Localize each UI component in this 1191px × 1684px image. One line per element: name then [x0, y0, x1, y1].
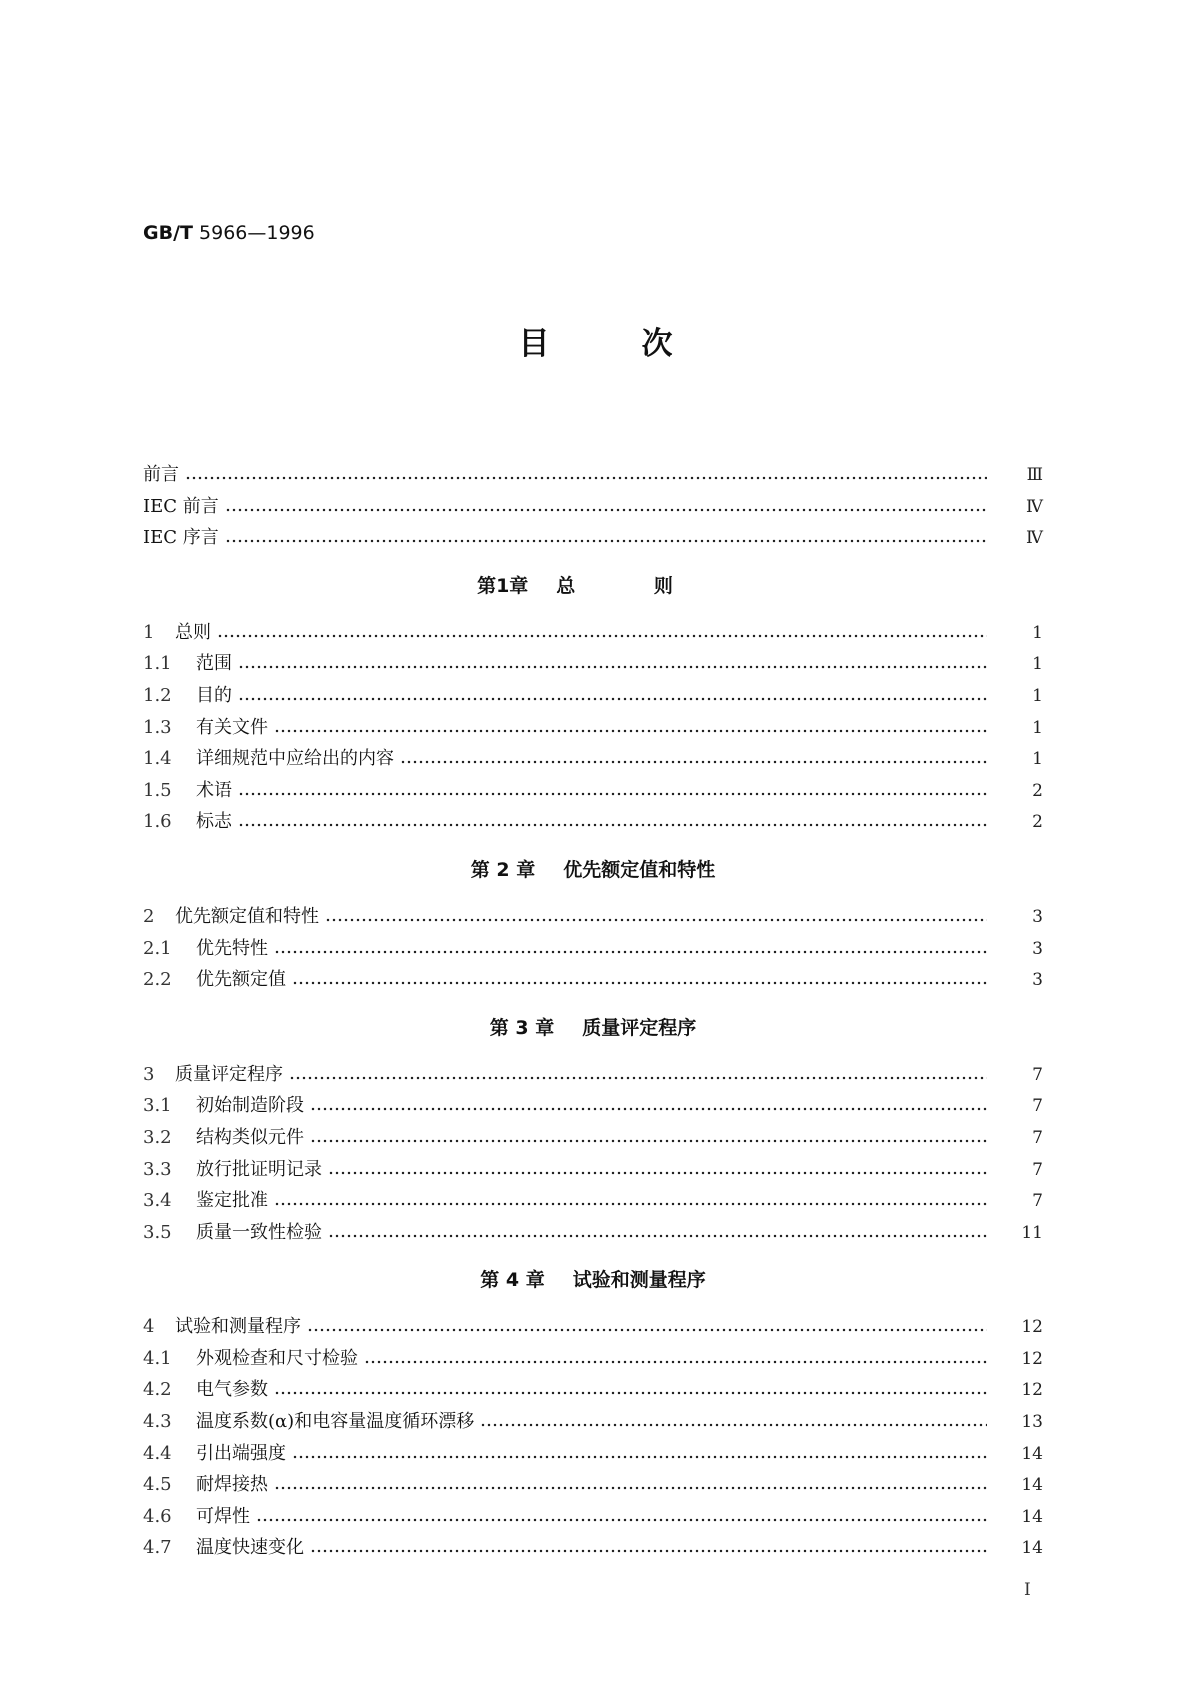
toc-entry[interactable] — [143, 1091, 1043, 1123]
toc-entry-number: 4.4 — [143, 1442, 172, 1464]
toc-entry-number: 4.5 — [143, 1474, 172, 1496]
dot-leader — [307, 1328, 987, 1332]
standard-prefix: GB/T — [143, 222, 193, 244]
dot-leader — [310, 1107, 987, 1111]
toc-entry-page: 1 — [1032, 685, 1043, 706]
dot-leader — [274, 1202, 987, 1206]
toc-entry-number: 4.3 — [143, 1411, 172, 1433]
toc-entry-number: 1.3 — [143, 716, 172, 738]
dot-leader — [364, 1360, 987, 1364]
dot-leader — [310, 1139, 987, 1143]
dot-leader — [274, 1486, 987, 1490]
chapter-heading — [143, 1249, 1043, 1312]
toc-entry[interactable] — [143, 649, 1043, 681]
toc-entry-label: 有关文件 — [196, 716, 268, 738]
toc-entry-label: 前言 — [143, 464, 179, 485]
toc-entry[interactable] — [143, 1375, 1043, 1407]
chapter-title: 试验和测量程序 — [572, 1269, 706, 1292]
toc-entry-label: 结构类似元件 — [196, 1126, 304, 1148]
toc-entry-page: 1 — [1032, 749, 1043, 770]
toc-entry-number: 3.2 — [143, 1126, 172, 1148]
toc-entry-label: 鉴定批准 — [196, 1190, 268, 1212]
toc-entry-label: 耐焊接热 — [196, 1474, 268, 1496]
toc-entry-label: 优先额定值 — [196, 969, 286, 991]
toc-entry-number: 1.5 — [143, 779, 172, 801]
toc-entry-page: 12 — [1021, 1380, 1043, 1401]
toc-entry-page: Ⅳ — [1026, 528, 1043, 549]
table-of-contents — [143, 460, 1043, 1565]
dot-leader — [274, 1391, 987, 1395]
dot-leader — [225, 508, 987, 512]
toc-entry[interactable] — [143, 460, 1043, 492]
toc-entry-label: 初始制造阶段 — [196, 1095, 304, 1117]
toc-entry[interactable] — [143, 1123, 1043, 1155]
toc-entry-page: 3 — [1032, 906, 1043, 927]
dot-leader — [274, 950, 987, 954]
chapter-number: 第 2 章 — [470, 858, 536, 881]
toc-entry[interactable] — [143, 807, 1043, 839]
toc-entry-number: 3.5 — [143, 1221, 172, 1243]
toc-entry[interactable] — [143, 523, 1043, 555]
toc-entry-label: 外观检查和尺寸检验 — [196, 1347, 358, 1369]
toc-entry-page: 7 — [1032, 1096, 1043, 1117]
standard-number — [143, 222, 315, 244]
dot-leader — [238, 823, 987, 827]
toc-entry-page: 1 — [1032, 717, 1043, 738]
toc-entry-page: 1 — [1032, 654, 1043, 675]
dot-leader — [238, 697, 987, 701]
toc-entry[interactable] — [143, 965, 1043, 997]
toc-entry[interactable] — [143, 1344, 1043, 1376]
toc-entry[interactable] — [143, 776, 1043, 808]
dot-leader — [238, 792, 987, 796]
toc-entry-label: 标志 — [196, 811, 232, 833]
chapter-title: 优先额定值和特性 — [563, 858, 716, 881]
toc-entry-page: 11 — [1021, 1222, 1043, 1243]
toc-entry-page: 7 — [1032, 1159, 1043, 1180]
toc-entry[interactable] — [143, 681, 1043, 713]
toc-entry[interactable] — [143, 1407, 1043, 1439]
dot-leader — [292, 1455, 987, 1459]
toc-entry-page: 3 — [1032, 970, 1043, 991]
toc-entry-number: 1.6 — [143, 811, 172, 833]
toc-entry-number: 3.3 — [143, 1158, 172, 1180]
dot-leader — [238, 665, 987, 669]
toc-entry-label: 温度快速变化 — [196, 1537, 304, 1559]
toc-entry[interactable] — [143, 934, 1043, 966]
toc-entry[interactable] — [143, 744, 1043, 776]
toc-entry-label: 温度系数(α)和电容量温度循环漂移 — [196, 1411, 475, 1433]
dot-leader — [328, 1171, 987, 1175]
toc-entry-number: 3.1 — [143, 1095, 172, 1117]
chapter-title: 总 则 — [556, 574, 709, 597]
toc-entry-number: 2.1 — [143, 937, 172, 959]
dot-leader — [185, 476, 987, 480]
toc-entry-label: 范围 — [196, 653, 232, 675]
toc-entry-page: 14 — [1021, 1538, 1043, 1559]
dot-leader — [310, 1549, 987, 1553]
toc-entry-page: Ⅲ — [1026, 465, 1043, 485]
standard-code: 5966—1996 — [199, 222, 315, 244]
dot-leader — [400, 760, 987, 764]
toc-entry-number: 4.1 — [143, 1347, 172, 1369]
toc-entry-label: 电气参数 — [196, 1379, 268, 1401]
toc-entry-label: 引出端强度 — [196, 1442, 286, 1464]
toc-entry-page: 3 — [1032, 938, 1043, 959]
toc-entry-number: 3 — [143, 1063, 155, 1085]
toc-entry-page: 7 — [1032, 1127, 1043, 1148]
toc-entry-number: 3.4 — [143, 1190, 172, 1212]
toc-entry-number: 4.6 — [143, 1505, 172, 1527]
toc-entry-label: IEC 序言 — [143, 527, 219, 549]
toc-entry-page: Ⅳ — [1026, 496, 1043, 517]
toc-entry-page: 14 — [1021, 1443, 1043, 1464]
toc-entry-number: 2 — [143, 905, 155, 927]
toc-entry-label: 详细规范中应给出的内容 — [196, 748, 394, 770]
toc-entry-page: 2 — [1032, 780, 1043, 801]
toc-entry-label: 总则 — [175, 621, 211, 643]
dot-leader — [480, 1423, 987, 1427]
toc-entry[interactable] — [143, 1218, 1043, 1250]
toc-entry[interactable] — [143, 618, 1043, 650]
toc-entry-page: 7 — [1032, 1191, 1043, 1212]
toc-entry-label: 优先额定值和特性 — [175, 905, 319, 927]
toc-entry-page: 14 — [1021, 1475, 1043, 1496]
toc-entry[interactable] — [143, 713, 1043, 745]
chapter-number: 第 4 章 — [480, 1269, 545, 1292]
toc-entry-number: 1.4 — [143, 748, 172, 770]
toc-entry[interactable] — [143, 1312, 1043, 1344]
toc-entry-number: 4.2 — [143, 1379, 172, 1401]
toc-entry-label: 术语 — [196, 779, 232, 801]
toc-entry[interactable] — [143, 1186, 1043, 1218]
toc-entry-label: 质量一致性检验 — [196, 1221, 322, 1243]
toc-entry[interactable] — [143, 1470, 1043, 1502]
page-title: 目次 — [518, 326, 765, 362]
toc-entry-label: IEC 前言 — [143, 495, 219, 517]
dot-leader — [274, 729, 987, 733]
toc-entry[interactable] — [143, 902, 1043, 934]
toc-entry-label: 试验和测量程序 — [175, 1316, 301, 1338]
toc-entry[interactable] — [143, 1502, 1043, 1534]
toc-entry-page: 1 — [1032, 622, 1043, 643]
dot-leader — [225, 539, 987, 543]
dot-leader — [289, 1076, 987, 1080]
chapter-heading — [143, 555, 1043, 618]
toc-entry-label: 优先特性 — [196, 937, 268, 959]
toc-entry-label: 质量评定程序 — [175, 1063, 283, 1085]
page-number: I — [1024, 1580, 1031, 1600]
toc-entry-page: 2 — [1032, 812, 1043, 833]
toc-entry-page: 12 — [1021, 1317, 1043, 1338]
toc-entry-label: 放行批证明记录 — [196, 1158, 322, 1180]
dot-leader — [217, 634, 987, 638]
chapter-heading — [143, 997, 1043, 1060]
toc-entry-number: 4 — [143, 1316, 155, 1338]
toc-entry-number: 1.2 — [143, 684, 172, 706]
toc-entry-number: 2.2 — [143, 969, 172, 991]
toc-entry-page: 12 — [1021, 1348, 1043, 1369]
dot-leader — [292, 981, 987, 985]
toc-entry-number: 4.7 — [143, 1537, 172, 1559]
toc-entry-number: 1.1 — [143, 653, 172, 675]
toc-entry-label: 可焊性 — [196, 1505, 250, 1527]
toc-entry[interactable] — [143, 1155, 1043, 1187]
toc-entry-page: 7 — [1032, 1064, 1043, 1085]
dot-leader — [256, 1518, 987, 1522]
toc-entry-page: 14 — [1021, 1506, 1043, 1527]
dot-leader — [328, 1234, 987, 1238]
toc-entry[interactable] — [143, 1060, 1043, 1092]
chapter-heading — [143, 839, 1043, 902]
chapter-title: 质量评定程序 — [582, 1016, 697, 1039]
toc-entry-label: 目的 — [196, 684, 232, 706]
toc-entry-number: 1 — [143, 621, 155, 643]
toc-entry[interactable] — [143, 1533, 1043, 1565]
dot-leader — [325, 918, 987, 922]
chapter-number: 第 3 章 — [489, 1016, 555, 1039]
toc-entry[interactable] — [143, 1439, 1043, 1471]
toc-entry-page: 13 — [1021, 1412, 1043, 1433]
chapter-number: 第1章 — [477, 574, 529, 597]
toc-entry[interactable] — [143, 492, 1043, 524]
